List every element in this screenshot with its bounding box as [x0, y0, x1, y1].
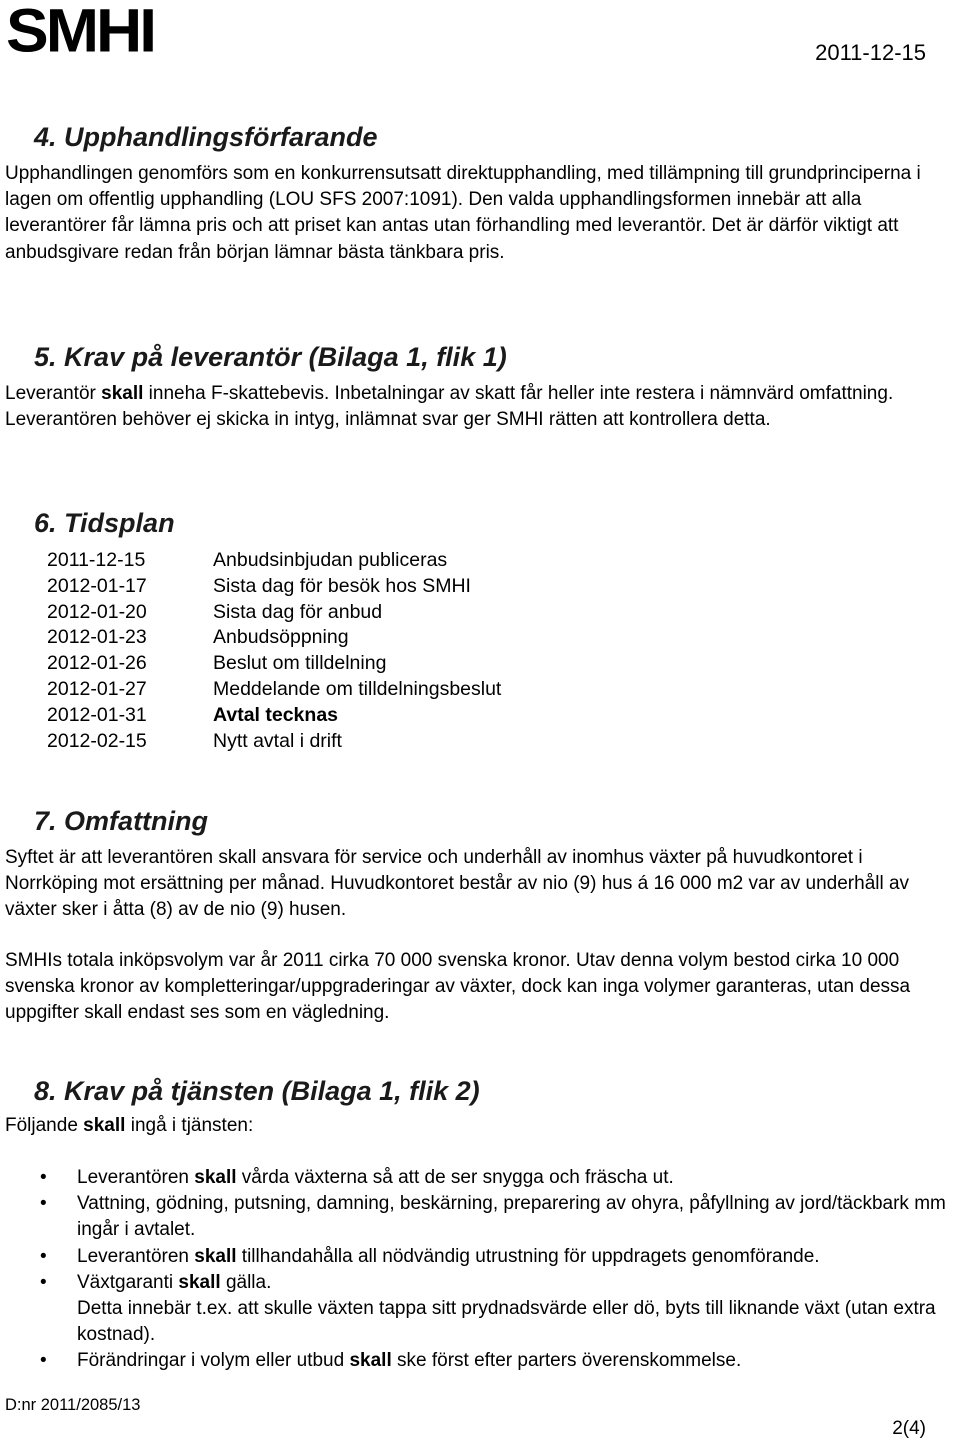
timeline-event: Avtal tecknas [213, 704, 339, 726]
section-8-title: Krav på tjänsten (Bilaga 1, flik 2) [64, 1076, 480, 1106]
document-reference: D:nr 2011/2085/13 [5, 1396, 141, 1414]
bullet-icon: • [40, 1245, 47, 1267]
section-8-intro-pre: Följande [5, 1115, 84, 1136]
section-7-number: 7. [34, 806, 57, 836]
list-item-bold: skall [349, 1350, 392, 1372]
timeline-row [47, 728, 342, 754]
document-date: 2011-12-15 [815, 40, 926, 65]
timeline-date: 2012-01-20 [47, 601, 147, 623]
page-number: 2(4) [892, 1418, 926, 1439]
list-item-extra: Detta innebär t.ex. att skulle växten tappa sitt prydnadsvärde eller dö, byts till liknande växt (utan extra kostnad). [77, 1298, 936, 1346]
list-item-pre: Växtgaranti [77, 1271, 179, 1293]
list-item-post: tillhandahålla all nödvändig utrustning för uppdragets genomförande. [236, 1245, 820, 1267]
list-item-bold: skall [194, 1167, 237, 1188]
section-5-body-pre: Leverantör [5, 383, 102, 404]
timeline-date: 2012-01-27 [47, 678, 147, 700]
timeline-row [47, 650, 386, 676]
timeline-date: 2012-01-31 [47, 704, 147, 726]
list-item-pre: Leverantören [77, 1167, 195, 1188]
section-5-body-bold: skall [101, 383, 144, 404]
section-6-heading [34, 508, 175, 539]
section-4-body: Upphandlingen genomförs som en konkurrensutsatt direktupphandling, med tillämpning till grundprinciperna i lagen om offentlig upphandling (LOU SFS 2007:1091). Den valda upphandlingsformen innebär att alla leverantörer får lämna pris och att priset kan antas utan förhandling med leverantör. Det är därför viktigt att anbudsgivare redan från början lämnar bästa tänkbara pris. [5, 163, 921, 263]
section-5-body-post: inneha F-skattebevis. Inbetalningar av skatt får heller inte restera i nämnvärd omfattning. Leverantören behöver ej skicka in intyg, inlämnat svar ger SMHI rätten att kontrollera detta. [5, 383, 894, 431]
timeline-row [47, 599, 382, 625]
list-item-pre: Vattning, gödning, putsning, damning, beskärning, preparering av ohyra, påfyllning av jord/täckbark mm ingår i avtalet. [77, 1193, 946, 1241]
timeline-date: 2012-01-26 [47, 652, 147, 674]
list-item-pre: Leverantören [77, 1245, 195, 1267]
timeline-row [47, 676, 501, 702]
smhi-logo: SMHI [6, 0, 154, 65]
timeline-event: Meddelande om tilldelningsbeslut [213, 678, 502, 700]
timeline-date: 2011-12-15 [47, 549, 146, 571]
bullet-icon: • [40, 1350, 47, 1372]
timeline-date: 2012-01-17 [47, 575, 147, 597]
list-item-post: vårda växterna så att de ser snygga och fräscha ut. [236, 1167, 674, 1188]
timeline-row [47, 702, 338, 728]
list-item-post: ske först efter parters överenskommelse. [391, 1350, 742, 1372]
section-5-body [5, 381, 960, 433]
list-item-post: gälla. [220, 1271, 272, 1293]
section-4-number: 4. [34, 122, 57, 152]
section-4-title: Upphandlingsförfarande [64, 122, 378, 152]
timeline-event: Sista dag för anbud [213, 601, 383, 623]
timeline-row [47, 547, 447, 573]
list-item [0, 1270, 960, 1349]
section-8-heading [34, 1076, 480, 1107]
list-item [0, 1348, 960, 1374]
section-8-number: 8. [34, 1076, 57, 1106]
list-item-bold: skall [178, 1271, 221, 1293]
section-4-heading [34, 122, 378, 153]
timeline-event: Anbudsinbjudan publiceras [213, 549, 448, 571]
list-item [0, 1165, 960, 1191]
section-5-title: Krav på leverantör (Bilaga 1, flik 1) [64, 342, 507, 372]
timeline-event: Beslut om tilldelning [213, 652, 387, 674]
section-8-intro-post: ingå i tjänsten: [125, 1115, 254, 1136]
timeline-row [47, 624, 349, 650]
requirements-list [0, 1165, 960, 1375]
section-5-number: 5. [34, 342, 57, 372]
timeline-event: Sista dag för besök hos SMHI [213, 575, 471, 597]
list-item [0, 1244, 960, 1270]
timeline-date: 2012-01-23 [47, 626, 147, 648]
bullet-icon: • [40, 1193, 47, 1215]
section-8-intro [5, 1113, 960, 1139]
section-7-paragraph-1: Syftet är att leverantören skall ansvara för service och underhåll av inomhus växter på huvudkontoret i Norrköping mot ersättning per månad. Huvudkontoret består av nio (9) hus á 16 000 m2 var av underhåll av växter sker i åtta (8) av de nio (9) husen. [5, 847, 910, 921]
timeline-row [47, 573, 471, 599]
bullet-icon: • [40, 1271, 47, 1293]
section-8-intro-bold: skall [83, 1115, 126, 1136]
list-item [0, 1191, 960, 1243]
section-5-heading [34, 342, 507, 373]
bullet-icon: • [40, 1167, 47, 1188]
section-7-title: Omfattning [64, 806, 209, 836]
timeline-event: Anbudsöppning [213, 626, 349, 648]
timeline-event: Nytt avtal i drift [213, 730, 342, 752]
list-item-bold: skall [194, 1245, 237, 1267]
section-7-heading [34, 806, 208, 837]
section-6-number: 6. [34, 508, 57, 538]
list-item-pre: Förändringar i volym eller utbud [77, 1350, 350, 1372]
section-6-title: Tidsplan [64, 508, 175, 538]
section-7-paragraph-2: SMHIs totala inköpsvolym var år 2011 cirka 70 000 svenska kronor. Utav denna volym bestod cirka 10 000 svenska kronor av kompletteringar/uppgraderingar av växter, dock kan inga volymer garanteras, utan dessa uppgifter skall endast ses som en vägledning. [5, 950, 911, 1024]
timeline-date: 2012-02-15 [47, 730, 147, 752]
